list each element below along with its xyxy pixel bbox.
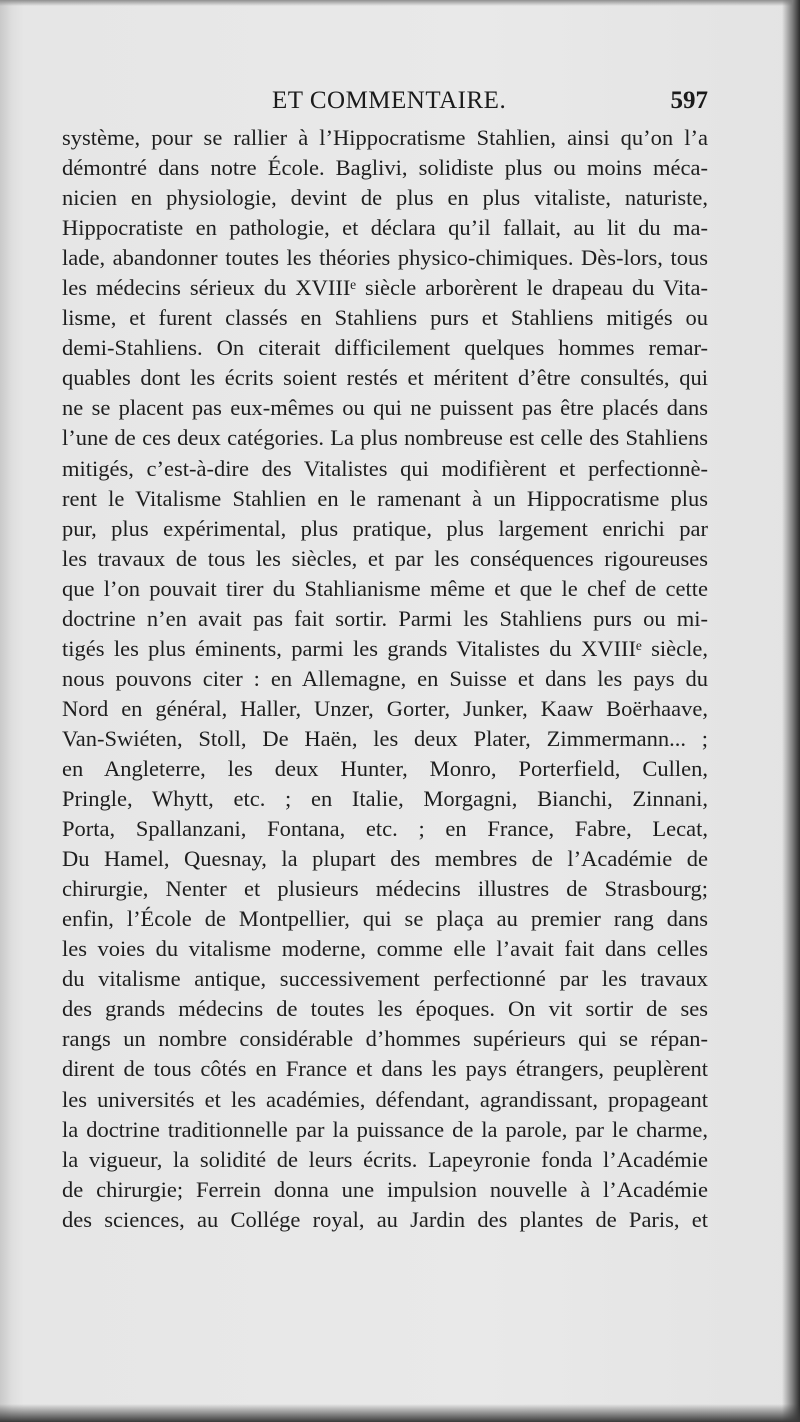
text-line: de chirurgie; Ferrein donna une impulsion nouvelle à l’Académie (62, 1176, 708, 1202)
text-line: l’une de ces deux catégories. La plus nombreuse est celle des Stahliens (62, 425, 708, 451)
text-line: du vitalisme antique, successivement perfectionné par les travaux (62, 966, 708, 992)
text-line: pur, plus expérimental, plus pratique, plus largement enrichi par (62, 515, 708, 541)
body-text (62, 123, 708, 1235)
text-line: nous pouvons citer : en Allemagne, en Suisse et dans les pays du (62, 665, 708, 691)
text-line: des grands médecins de toutes les époques. On vit sortir de ses (62, 996, 708, 1022)
scan-top-edge (0, 0, 800, 6)
text-line: lisme, et furent classés en Stahliens purs et Stahliens mitigés ou (62, 305, 708, 331)
text-line: Nord en général, Haller, Unzer, Gorter, Junker, Kaaw Boërhaave, (62, 695, 708, 721)
page-header (62, 87, 708, 121)
text-line: quables dont les écrits soient restés et méritent d’être consultés, qui (62, 365, 708, 391)
text-line: ne se placent pas eux-mêmes ou qui ne puissent pas être placés dans (62, 395, 708, 421)
text-line: lade, abandonner toutes les théories physico-chimiques. Dès-lors, tous (62, 245, 708, 271)
text-line: doctrine n’en avait pas fait sortir. Parmi les Stahliens purs ou mi- (62, 605, 708, 631)
scan-bottom-edge (0, 1404, 800, 1422)
text-line: les travaux de tous les siècles, et par les conséquences rigoureuses (62, 545, 708, 571)
text-line: Pringle, Whytt, etc. ; en Italie, Morgagni, Bianchi, Zinnani, (62, 786, 708, 812)
page-number: 597 (670, 87, 708, 114)
text-line: Du Hamel, Quesnay, la plupart des membres de l’Académie de (62, 846, 708, 872)
text-line: Van-Swiéten, Stoll, De Haën, les deux Plater, Zimmermann... ; (62, 725, 708, 751)
text-line: la doctrine traditionnelle par la puissance de la parole, par le charme, (62, 1116, 708, 1142)
scan-right-edge (782, 0, 800, 1422)
text-line: mitigés, c’est-à-dire des Vitalistes qui modifièrent et perfectionnè- (62, 455, 708, 481)
text-line: rangs un nombre considérable d’hommes supérieurs qui se répan- (62, 1026, 708, 1052)
text-line: enfin, l’École de Montpellier, qui se plaça au premier rang dans (62, 906, 708, 932)
text-line: Hippocratiste en pathologie, et déclara qu’il fallait, au lit du ma- (62, 215, 708, 241)
text-line: en Angleterre, les deux Hunter, Monro, Porterfield, Cullen, (62, 755, 708, 781)
text-line: Porta, Spallanzani, Fontana, etc. ; en France, Fabre, Lecat, (62, 816, 708, 842)
text-line: système, pour se rallier à l’Hippocratisme Stahlien, ainsi qu’on l’a (62, 125, 708, 150)
text-line: tigés les plus éminents, parmi les grands Vitalistes du XVIIIᵉ siècle, (62, 635, 708, 661)
text-line: démontré dans notre École. Baglivi, solidiste plus ou moins méca- (62, 155, 708, 181)
text-line: dirent de tous côtés en France et dans les pays étrangers, peuplèrent (62, 1056, 708, 1082)
text-line: les universités et les académies, défendant, agrandissant, propageant (62, 1086, 708, 1112)
text-line: que l’on pouvait tirer du Stahlianisme même et que le chef de cette (62, 575, 708, 601)
text-line: rent le Vitalisme Stahlien en le ramenant à un Hippocratisme plus (62, 485, 708, 511)
text-line: demi-Stahliens. On citerait difficilement quelques hommes remar- (62, 335, 708, 361)
text-line: la vigueur, la solidité de leurs écrits. Lapeyronie fonda l’Académie (62, 1146, 708, 1172)
running-head: ET COMMENTAIRE. (272, 87, 507, 114)
text-line: chirurgie, Nenter et plusieurs médecins illustres de Strasbourg; (62, 876, 708, 902)
text-line: les voies du vitalisme moderne, comme elle l’avait fait dans celles (62, 936, 708, 962)
text-line: les médecins sérieux du XVIIIᵉ siècle arborèrent le drapeau du Vita- (62, 275, 708, 301)
text-line: nicien en physiologie, devint de plus en plus vitaliste, naturiste, (62, 185, 708, 211)
text-line: des sciences, au Collége royal, au Jardin des plantes de Paris, et (62, 1206, 708, 1232)
